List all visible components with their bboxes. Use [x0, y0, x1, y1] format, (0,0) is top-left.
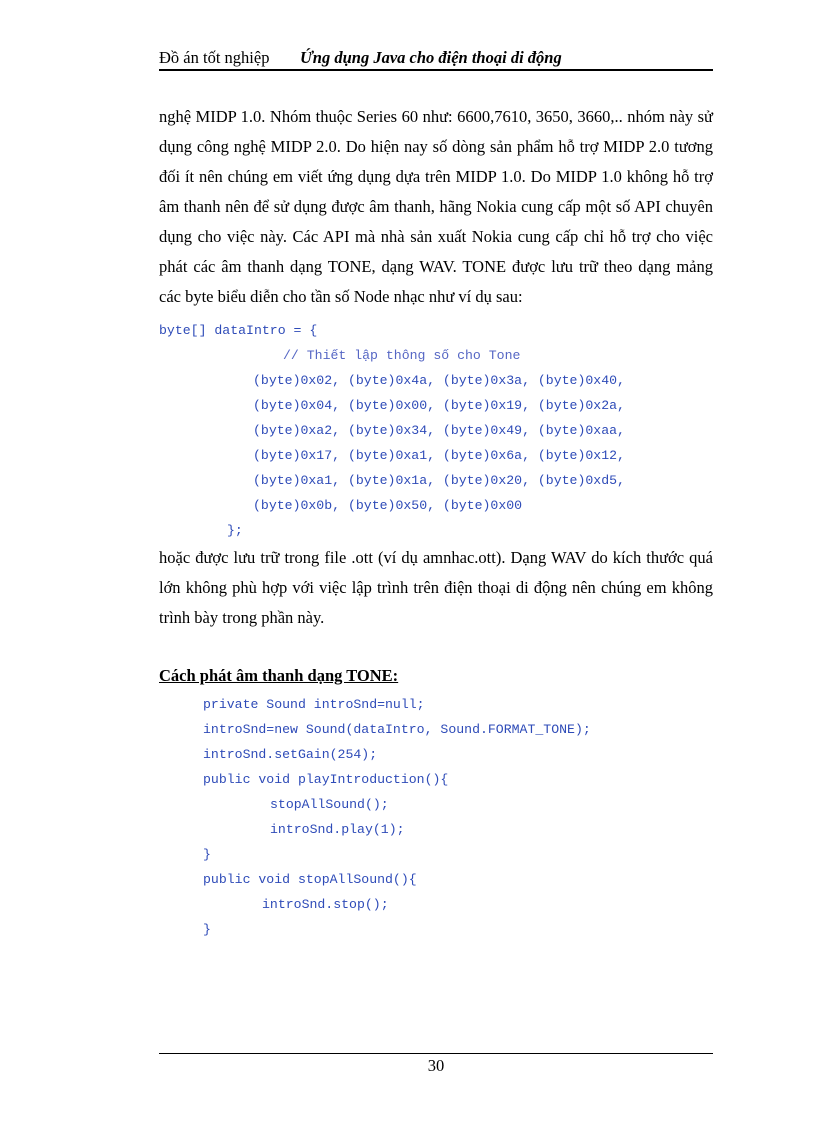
code-line: introSnd.play(1);: [270, 822, 405, 837]
code-line: (byte)0x04, (byte)0x00, (byte)0x19, (byte)0x2a,: [253, 398, 625, 413]
code-line: byte[] dataIntro = {: [159, 323, 318, 338]
code-line: (byte)0x17, (byte)0xa1, (byte)0x6a, (byte)0x12,: [253, 448, 625, 463]
paragraph-line: nghệ MIDP 1.0. Nhóm thuộc Series 60 như: 6600,7610, 3650, 3660,.. nhóm này sử: [159, 107, 713, 126]
header-right-title: Ứng dụng Java cho điện thoại di động: [300, 48, 562, 67]
code-line: (byte)0xa2, (byte)0x34, (byte)0x49, (byte)0xaa,: [253, 423, 625, 438]
code-line: (byte)0xa1, (byte)0x1a, (byte)0x20, (byte)0xd5,: [253, 473, 625, 488]
paragraph-line: phát các âm thanh dạng TONE, dạng WAV. TONE được lưu trữ theo dạng mảng: [159, 257, 713, 276]
code-line: introSnd.setGain(254);: [203, 747, 378, 762]
paragraph-line: âm thanh nên để sử dụng được âm thanh, hãng Nokia cung cấp một số API chuyên: [159, 197, 713, 216]
page-number: 30: [427, 1056, 445, 1075]
paragraph-line: dụng công nghệ MIDP 2.0. Do hiện nay số dòng sản phẩm hỗ trợ MIDP 2.0 tương: [159, 137, 713, 156]
paragraph-line: các byte biểu diễn cho tần số Node nhạc như ví dụ sau:: [159, 287, 523, 306]
paragraph-line: trình bày trong phần này.: [159, 608, 325, 627]
code-line: };: [227, 523, 243, 538]
page-header: [159, 48, 713, 70]
code-line: }: [203, 847, 211, 862]
paragraph-line: đối ít nên chúng em viết ứng dụng dựa trên MIDP 1.0. Do MIDP 1.0 không hỗ trợ: [159, 167, 713, 186]
paragraph-line: dụng cho việc này. Các API mà nhà sản xuất Nokia cung cấp chỉ hỗ trợ cho việc: [159, 227, 713, 246]
paragraph-ott: [159, 543, 713, 633]
code-line: public void stopAllSound(){: [203, 872, 417, 887]
paragraph-line: lớn không phù hợp với việc lập trình trên điện thoại di động nên chúng em không: [159, 578, 713, 597]
code-line: }: [203, 922, 211, 937]
code-line: (byte)0x0b, (byte)0x50, (byte)0x00: [253, 498, 523, 513]
code-line: stopAllSound();: [270, 797, 389, 812]
footer-divider: [159, 1053, 713, 1054]
header-left-title: Đồ án tốt nghiệp: [159, 48, 270, 67]
code-line: introSnd.stop();: [262, 897, 389, 912]
code-line: public void playIntroduction(){: [203, 772, 449, 787]
code-line: (byte)0x02, (byte)0x4a, (byte)0x3a, (byte)0x40,: [253, 373, 625, 388]
header-divider: [159, 69, 713, 71]
section-heading: Cách phát âm thanh dạng TONE:: [159, 666, 399, 685]
paragraph-intro: [159, 102, 713, 312]
paragraph-line: hoặc được lưu trữ trong file .ott (ví dụ amnhac.ott). Dạng WAV do kích thước quá: [159, 548, 713, 567]
code-line: private Sound introSnd=null;: [203, 697, 425, 712]
code-comment: // Thiết lập thông số cho Tone: [283, 348, 521, 363]
code-line: introSnd=new Sound(dataIntro, Sound.FORMAT_TONE);: [203, 722, 591, 737]
